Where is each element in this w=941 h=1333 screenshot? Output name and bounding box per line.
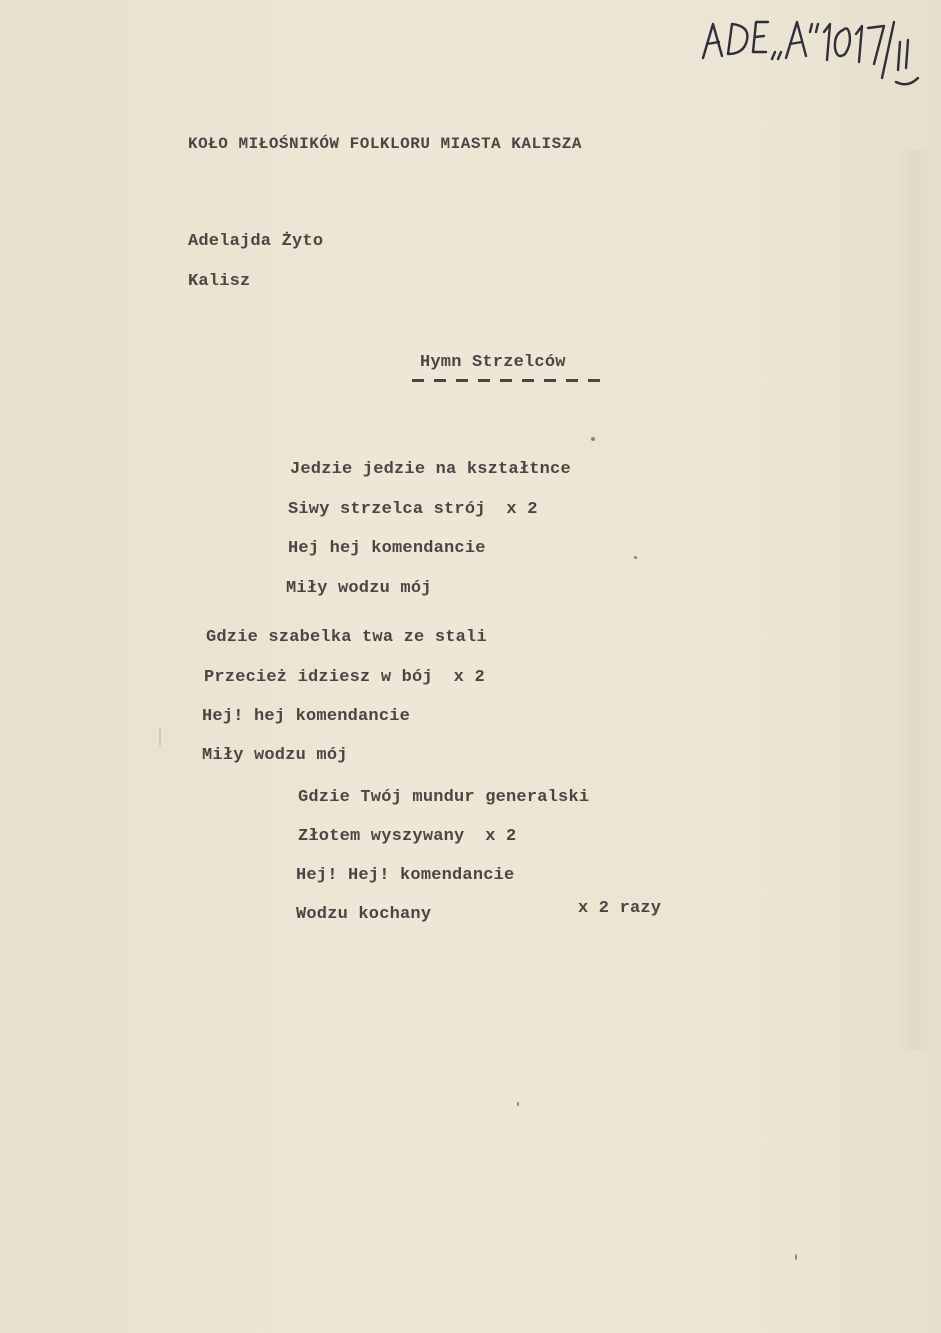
- organization-name: KOŁO MIŁOŚNIKÓW FOLKLORU MIASTA KALISZA: [188, 135, 582, 153]
- paper-speck: [591, 437, 595, 441]
- paper-speck: [634, 556, 637, 559]
- stanza-1-line-3: Hej hej komendancie: [288, 539, 486, 558]
- stanza-3-line-4: Wodzu kochany: [296, 905, 432, 924]
- stanza-3-line-3: Hej! Hej! komendancie: [296, 866, 515, 885]
- stanza-3-line-1: Gdzie Twój mundur generalski: [298, 788, 590, 807]
- paper-speck: [795, 1254, 797, 1260]
- stanza-1-line-1: Jedzie jedzie na kształtnce: [290, 460, 571, 479]
- paper-speck: [159, 728, 161, 746]
- stanza-2-line-4: Miły wodzu mój: [202, 746, 348, 765]
- title-underline: [412, 375, 612, 387]
- song-title: Hymn Strzelców: [420, 353, 566, 372]
- archive-signature: [700, 12, 930, 92]
- author-name: Adelajda Żyto: [188, 232, 324, 251]
- stanza-1-line-2: Siwy strzelca strój x 2: [288, 500, 538, 519]
- stanza-2-line-1: Gdzie szabelka twa ze stali: [206, 628, 487, 647]
- paper-speck: [517, 1102, 519, 1106]
- stanza-2-line-2: Przecież idziesz w bój x 2: [204, 668, 485, 687]
- author-city: Kalisz: [188, 272, 251, 291]
- paper-shading: [895, 150, 935, 1050]
- stanza-1-line-4: Miły wodzu mój: [286, 579, 432, 598]
- stanza-3-line-2: Złotem wyszywany x 2: [298, 827, 517, 846]
- repeat-note: x 2 razy: [578, 899, 662, 918]
- stanza-2-line-3: Hej! hej komendancie: [202, 707, 411, 726]
